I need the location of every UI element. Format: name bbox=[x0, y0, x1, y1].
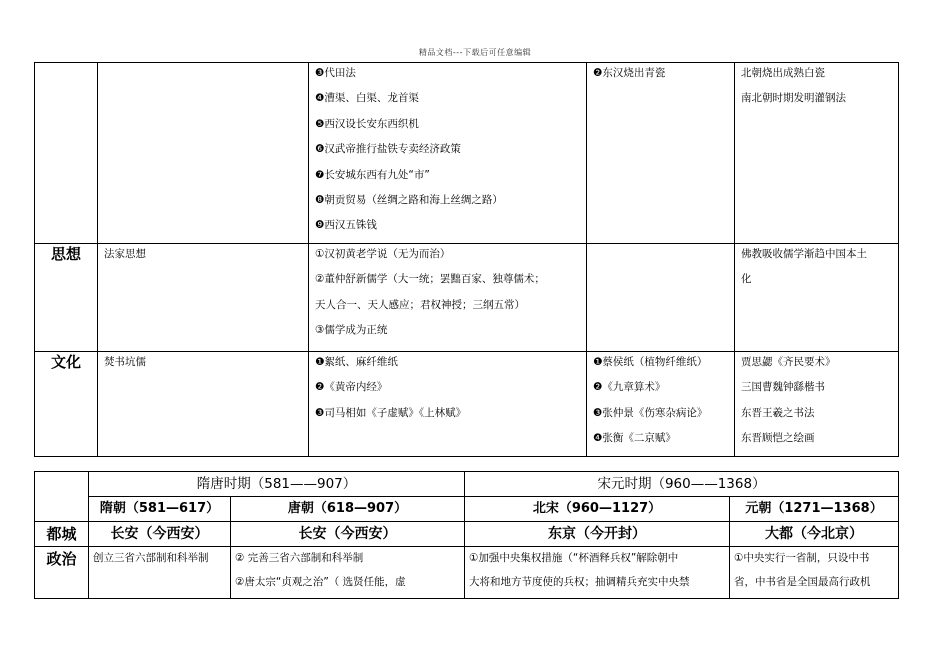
thought-row bbox=[35, 243, 899, 351]
list-item: 焚书坑儒 bbox=[104, 355, 146, 368]
list-item: ❸张仲景《伤寒杂病论》 bbox=[593, 406, 708, 419]
list-item: ❹张衡《二京赋》 bbox=[593, 431, 676, 444]
list-item: 创立三省六部制和科举制 bbox=[93, 552, 209, 564]
capital-sui: 长安（今西安） bbox=[89, 522, 231, 547]
dynasty-sui: 隋朝（581—617） bbox=[89, 497, 231, 522]
capital-yuan: 大都（今北京） bbox=[730, 522, 899, 547]
politics-sui bbox=[89, 547, 231, 599]
history-table-qin-han-nanbei bbox=[34, 62, 899, 457]
politics-tang bbox=[231, 547, 465, 599]
list-item: ❸代田法 bbox=[315, 67, 356, 79]
capital-row bbox=[35, 522, 899, 547]
list-item: 法家思想 bbox=[104, 247, 146, 260]
politics-beisong bbox=[465, 547, 730, 599]
politics-label: 政治 bbox=[35, 547, 89, 599]
history-table-suitang-songyuan bbox=[34, 471, 899, 599]
thought-donghan-cell bbox=[587, 243, 735, 351]
list-item: ❽朝贡贸易（丝绸之路和海上丝绸之路） bbox=[315, 193, 503, 206]
economy-row bbox=[35, 63, 899, 244]
list-item: ②董仲舒新儒学（大一统；罢黜百家、独尊儒术； bbox=[315, 273, 545, 286]
header-note: 精品文档---下载后可任意编辑 bbox=[418, 48, 532, 57]
list-item: 北朝烧出成熟白瓷 bbox=[741, 67, 825, 79]
culture-han-cell bbox=[309, 351, 587, 456]
culture-nanbei-cell bbox=[735, 351, 899, 456]
list-item: ❸司马相如《子虚赋》《上林赋》 bbox=[315, 406, 467, 419]
corner-cell bbox=[35, 472, 89, 522]
list-item: 省，中书省是全国最高行政机 bbox=[734, 576, 871, 588]
dynasty-row bbox=[35, 497, 899, 522]
capital-label: 都城 bbox=[35, 522, 89, 547]
list-item: ①中央实行一省制，只设中书 bbox=[734, 552, 870, 564]
list-item: 南北朝时期发明灌钢法 bbox=[741, 92, 846, 105]
era-row bbox=[35, 472, 899, 497]
list-item: ①加强中央集权措施（“杯酒释兵权”解除朝中 bbox=[469, 552, 679, 564]
list-item: ③儒学成为正统 bbox=[315, 323, 388, 336]
economy-donghan-cell bbox=[587, 63, 735, 244]
list-item: ❷《九章算术》 bbox=[593, 381, 666, 394]
politics-row bbox=[35, 547, 899, 599]
thought-nanbei-cell bbox=[735, 243, 899, 351]
economy-qin-cell bbox=[98, 63, 309, 244]
list-item: ①汉初黄老学说（无为而治） bbox=[315, 247, 451, 260]
dynasty-beisong: 北宋（960—1127） bbox=[465, 497, 730, 522]
list-item: ②唐太宗“贞观之治”（ 选贤任能，虚 bbox=[235, 576, 406, 588]
list-item: ❶蔡侯纸（植物纤维纸） bbox=[593, 355, 708, 368]
list-item: ❻汉武帝推行盐铁专卖经济政策 bbox=[315, 143, 461, 156]
list-item: 东晋顾恺之绘画 bbox=[741, 431, 815, 444]
capital-beisong: 东京（今开封） bbox=[465, 522, 730, 547]
era-suitang: 隋唐时期（581——907） bbox=[89, 472, 465, 497]
list-item: ❺西汉设长安东西织机 bbox=[315, 117, 419, 130]
thought-qin-cell bbox=[98, 243, 309, 351]
politics-yuan bbox=[730, 547, 899, 599]
culture-donghan-cell bbox=[587, 351, 735, 456]
list-item: 化 bbox=[741, 273, 752, 286]
list-item: ❼长安城东西有九处“市” bbox=[315, 168, 430, 181]
list-item: ❹漕渠、白渠、龙首渠 bbox=[315, 92, 419, 105]
capital-tang: 长安（今西安） bbox=[231, 522, 465, 547]
economy-nanbei-cell bbox=[735, 63, 899, 244]
culture-label: 文化 bbox=[35, 351, 98, 456]
economy-label-cell bbox=[35, 63, 98, 244]
list-item: 东晋王羲之书法 bbox=[741, 406, 815, 419]
culture-row bbox=[35, 351, 899, 456]
list-item: ❾西汉五铢钱 bbox=[315, 219, 377, 232]
list-item: 三国曹魏钟繇楷书 bbox=[741, 381, 825, 394]
thought-han-cell bbox=[309, 243, 587, 351]
thought-label: 思想 bbox=[35, 243, 98, 351]
list-item: ❶絮纸、麻纤维纸 bbox=[315, 355, 398, 368]
culture-qin-cell bbox=[98, 351, 309, 456]
dynasty-tang: 唐朝（618—907） bbox=[231, 497, 465, 522]
list-item: ❷《黄帝内经》 bbox=[315, 381, 388, 394]
list-item: 大将和地方节度使的兵权；抽调精兵充实中央禁 bbox=[469, 576, 690, 588]
economy-han-cell bbox=[309, 63, 587, 244]
list-item: 天人合一、天人感应；君权神授；三纲五常） bbox=[315, 298, 525, 311]
list-item: ② 完善三省六部制和科举制 bbox=[235, 552, 364, 564]
list-item: 贾思勰《齐民要术》 bbox=[741, 355, 836, 368]
list-item: 佛教吸收儒学渐趋中国本土 bbox=[741, 247, 867, 260]
era-songyuan: 宋元时期（960——1368） bbox=[465, 472, 899, 497]
list-item: ❷东汉烧出青瓷 bbox=[593, 67, 666, 79]
dynasty-yuan: 元朝（1271—1368） bbox=[730, 497, 899, 522]
